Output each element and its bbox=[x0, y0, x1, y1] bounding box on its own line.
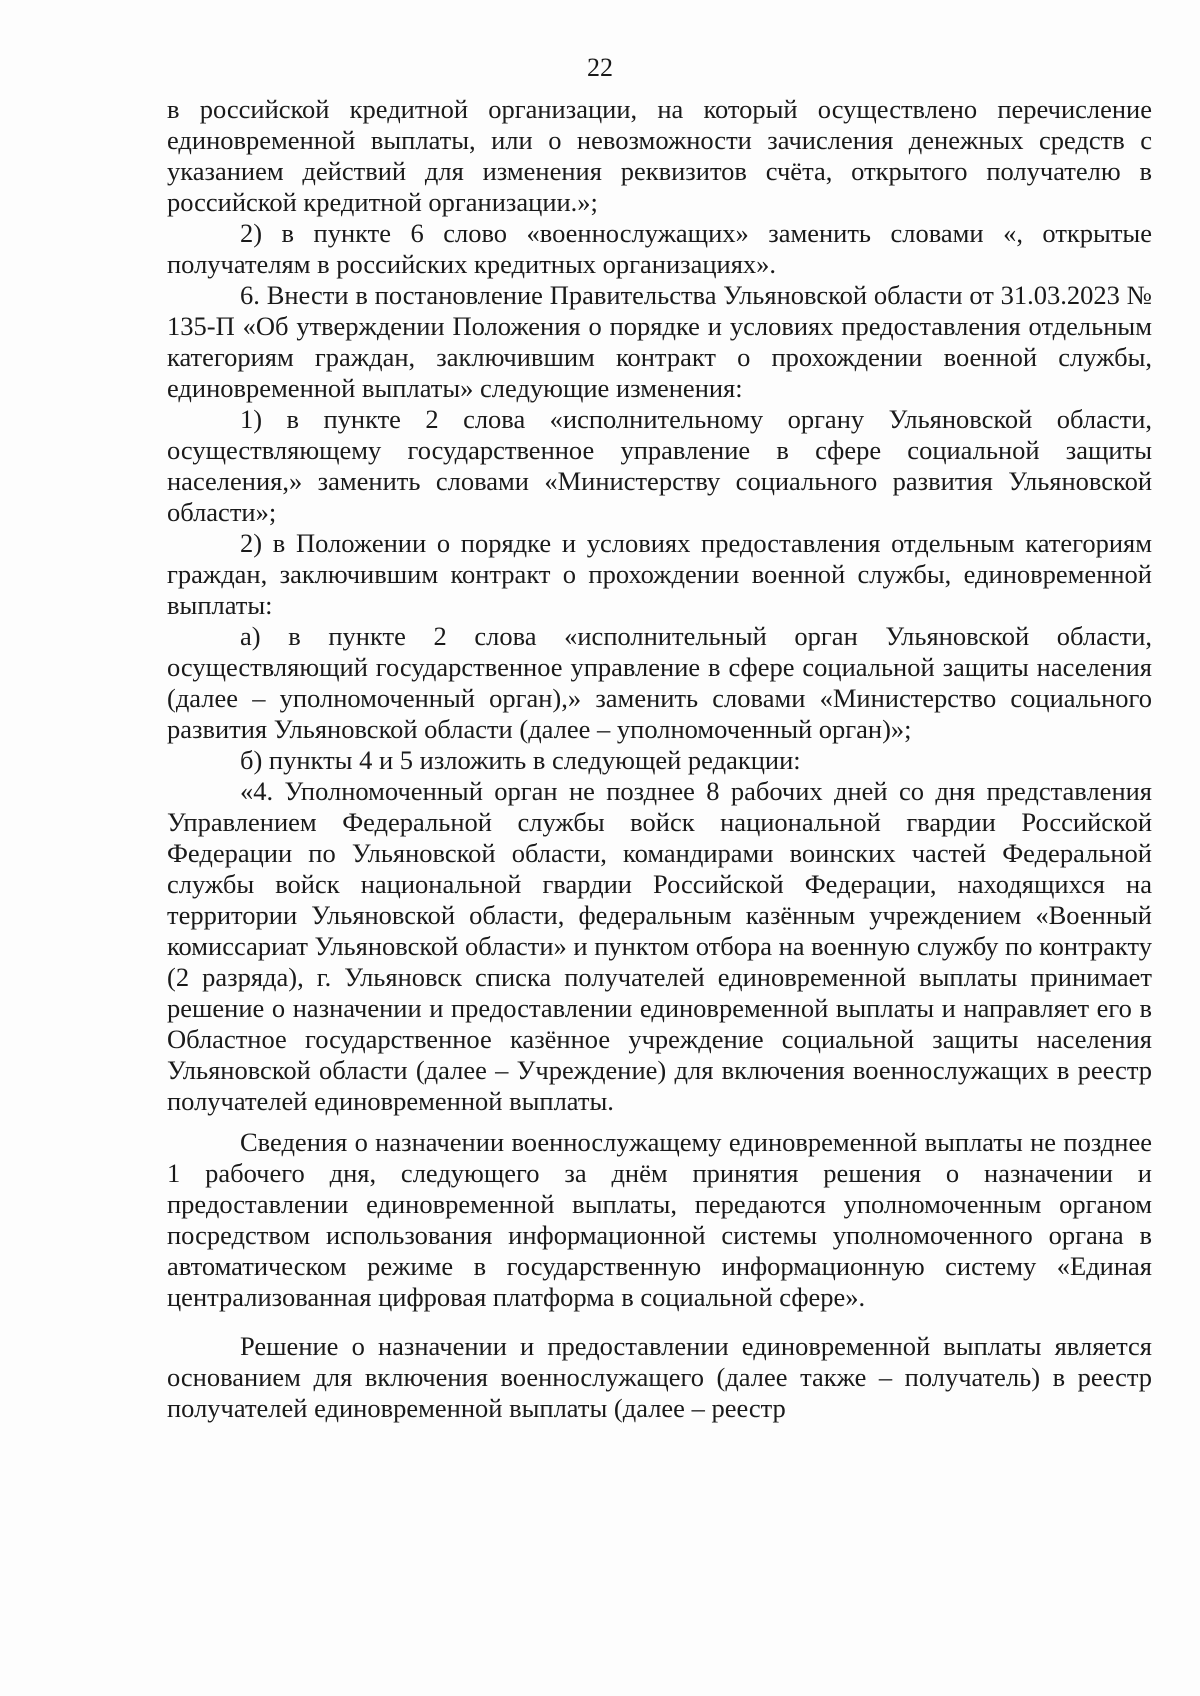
paragraph-item-1: 1) в пункте 2 слова «исполнительному органу Ульяновской области, осуществляющему государственное управление в сфере социальной защиты населения,» заменить словами «Министерству социального развития Ульяновской области»; bbox=[167, 404, 1152, 527]
paragraph-item-2: 2) в Положении о порядке и условиях предоставления отдельным категориям граждан, заключившим контракт о прохождении военной службы, единовременной выплаты: bbox=[167, 528, 1152, 620]
paragraph-information: Сведения о назначении военнослужащему единовременной выплаты не позднее 1 рабочего дня, следующего за днём принятия решения о назначении и предоставлении единовременной выплаты, передаются уполномоченным органом посредством использования информационной системы уполномоченного органа в автоматическом режиме в государственную информационную систему «Единая централизованная цифровая платформа в социальной сфере». bbox=[167, 1127, 1152, 1312]
paragraph-subitem-b: б) пункты 4 и 5 изложить в следующей редакции: bbox=[240, 745, 801, 775]
paragraph-item-2-point-6: 2) в пункте 6 слово «военнослужащих» заменить словами «, открытые получателям в российских кредитных организациях». bbox=[167, 218, 1152, 279]
paragraph-continuation: в российской кредитной организации, на который осуществлено перечисление единовременной выплаты, или о невозможности зачисления денежных средств с указанием действий для изменения реквизитов счёта, открытого получателю в российской кредитной организации.»; bbox=[167, 94, 1152, 217]
page-number: 22 bbox=[587, 53, 613, 82]
paragraph-subitem-a: а) в пункте 2 слова «исполнительный орган Ульяновской области, осуществляющий государственное управление в сфере социальной защиты населения (далее – уполномоченный орган),» заменить словами «Министерство социального развития Ульяновской области (далее – уполномоченный орган)»; bbox=[167, 621, 1152, 744]
paragraph-point-4: «4. Уполномоченный орган не позднее 8 рабочих дней со дня представления Управлением Федеральной службы войск национальной гвардии Российской Федерации по Ульяновской области, командирами воинских частей Федеральной службы войск национальной гвардии Российской Федерации, находящихся на территории Ульяновской области, федеральным казённым учреждением «Военный комиссариат Ульяновской области» и пунктом отбора на военную службу по контракту (2 разряда), г. Ульяновск списка получателей единовременной выплаты принимает решение о назначении и предоставлении единовременной выплаты и направляет его в Областное государственное казённое учреждение социальной защиты населения Ульяновской области (далее – Учреждение) для включения военнослужащих в реестр получателей единовременной выплаты. bbox=[167, 776, 1152, 1116]
paragraph-decision: Решение о назначении и предоставлении единовременной выплаты является основанием для включения военнослужащего (далее также – получатель) в реестр получателей единовременной выплаты (далее – реестр bbox=[167, 1331, 1152, 1423]
paragraph-section-6: 6. Внести в постановление Правительства Ульяновской области от 31.03.2023 № 135-П «Об утверждении Положения о порядке и условиях предоставления отдельным категориям граждан, заключившим контракт о прохождении военной службы, единовременной выплаты» следующие изменения: bbox=[167, 280, 1152, 403]
document-body bbox=[167, 94, 1152, 1424]
